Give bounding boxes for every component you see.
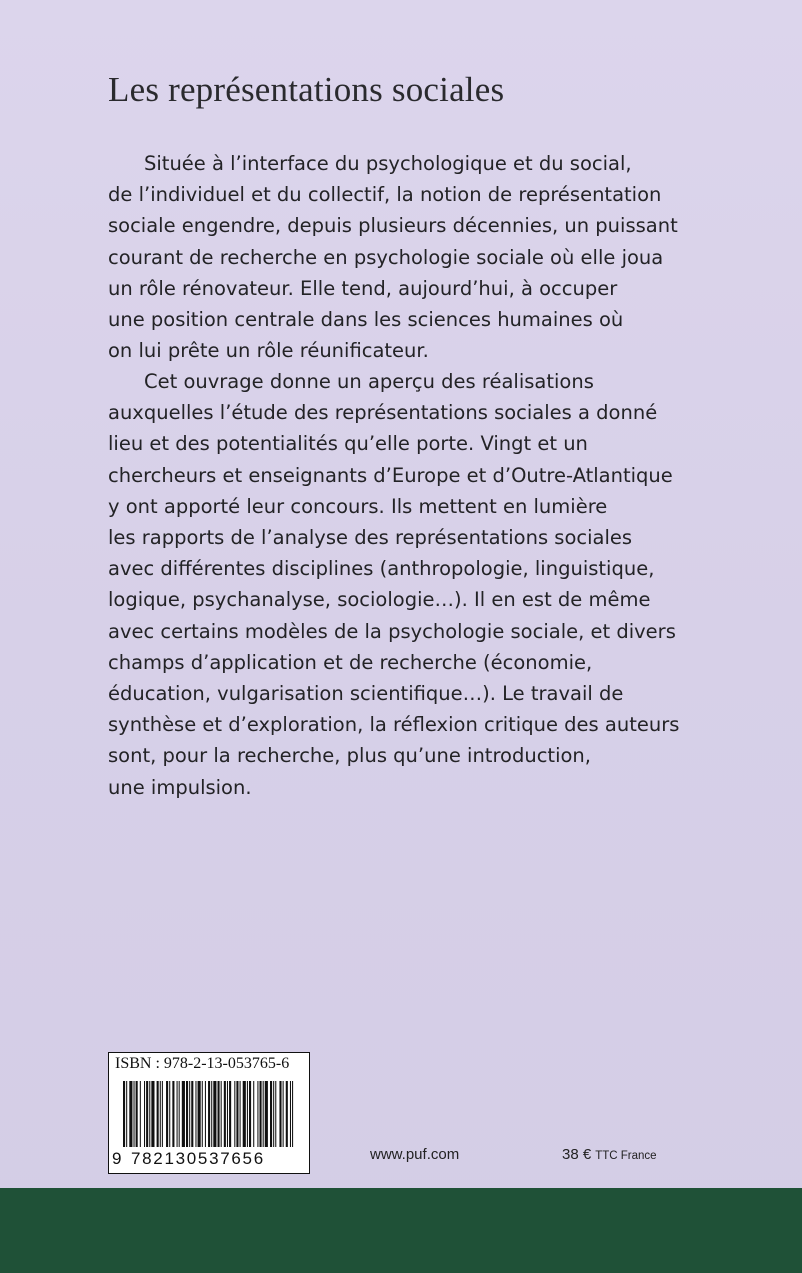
paragraph-line: sociale engendre, depuis plusieurs décennies, un puissant (108, 214, 678, 238)
footer-band (0, 1188, 802, 1273)
paragraph-line: y ont apporté leur concours. Ils mettent en lumière (108, 494, 608, 518)
price-amount: 38 € (562, 1146, 592, 1163)
paragraph-line: logique, psychanalyse, sociologie…). Il en est de même (108, 588, 651, 612)
paragraph-line: avec différentes disciplines (anthropologie, linguistique, (108, 557, 655, 581)
description-paragraph-1 (108, 148, 748, 366)
isbn-barcode-box (108, 1052, 310, 1174)
paragraph-line: Située à l’interface du psychologique et du social, (144, 152, 632, 175)
paragraph-line: courant de recherche en psychologie sociale où elle joua (108, 245, 664, 269)
price-suffix: TTC France (595, 1150, 657, 1162)
paragraph-line: les rapports de l’analyse des représentations sociales (108, 526, 633, 550)
book-title: Les représentations sociales (108, 70, 505, 109)
paragraph-line: chercheurs et enseignants d’Europe et d’Outre-Atlantique (108, 463, 673, 487)
barcode-first-digit: 9 (112, 1149, 122, 1168)
paragraph-line: on lui prête un rôle réunificateur. (108, 339, 429, 363)
paragraph-line: une impulsion. (108, 775, 252, 799)
paragraph-line: une position centrale dans les sciences humaines où (108, 308, 624, 332)
description-paragraph-2 (108, 366, 748, 803)
price (562, 1146, 657, 1164)
isbn-label: ISBN : 978-2-13-053765-6 (115, 1055, 290, 1072)
paragraph-line: de l’individuel et du collectif, la notion de représentation (108, 183, 662, 207)
barcode-digits: 782130537656 (131, 1149, 265, 1168)
paragraph-line: avec certains modèles de la psychologie sociale, et divers (108, 619, 676, 643)
barcode-icon (123, 1081, 295, 1149)
paragraph-line: auxquelles l’étude des représentations sociales a donné (108, 401, 658, 425)
paragraph-line: synthèse et d’exploration, la réflexion critique des auteurs (108, 713, 680, 737)
paragraph-line: un rôle rénovateur. Elle tend, aujourd’hui, à occuper (108, 276, 618, 300)
paragraph-line: éducation, vulgarisation scientifique…). Le travail de (108, 682, 624, 706)
paragraph-line: sont, pour la recherche, plus qu’une introduction, (108, 744, 591, 768)
paragraph-line: Cet ouvrage donne un aperçu des réalisations (144, 370, 594, 393)
paragraph-line: champs d’application et de recherche (économie, (108, 650, 593, 674)
publisher-website: www.puf.com (370, 1146, 460, 1163)
paragraph-line: lieu et des potentialités qu’elle porte. Vingt et un (108, 432, 588, 456)
